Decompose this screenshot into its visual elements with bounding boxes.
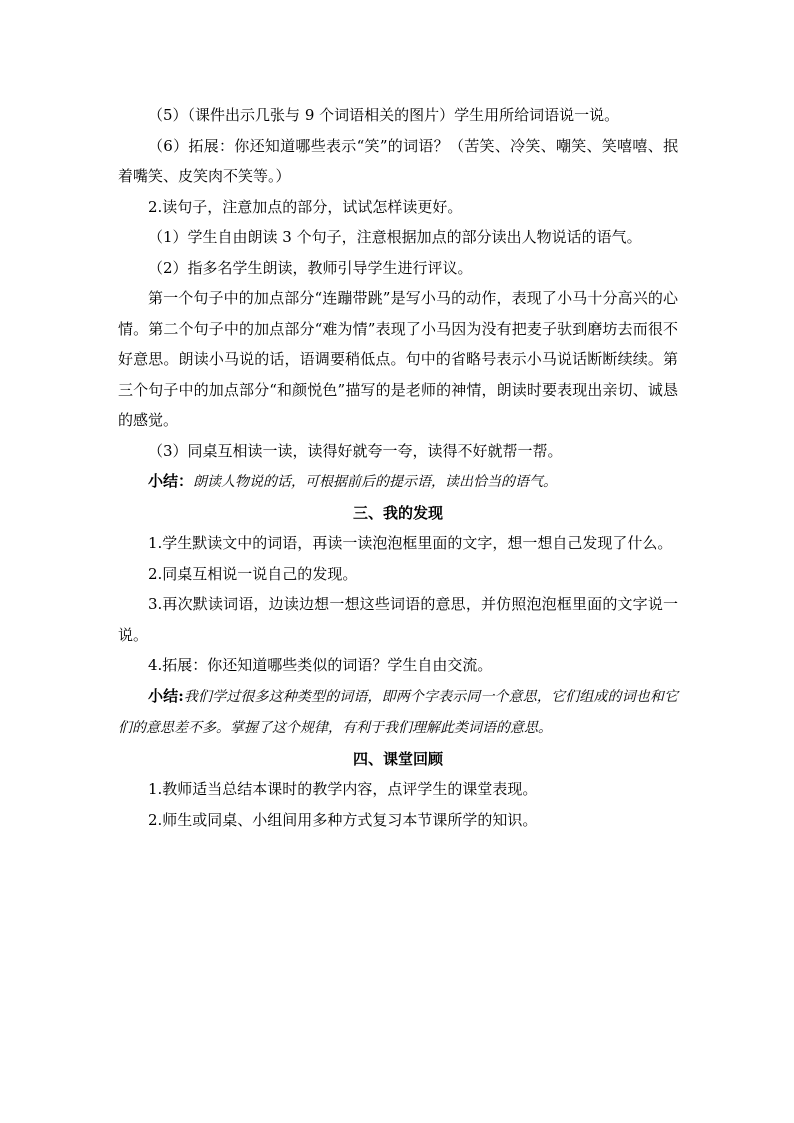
paragraph: （6）拓展：你还知道哪些表示“笑”的词语？（苦笑、冷笑、嘲笑、笑嘻嘻、抿着嘴笑、皮笑肉不笑等。）	[118, 136, 678, 185]
paragraph: 2.同桌互相说一说自己的发现。	[148, 564, 358, 583]
summary-label: 小结:	[148, 686, 184, 705]
paragraph: 2.读句子，注意加点的部分，试试怎样读更好。	[148, 197, 463, 216]
paragraph: 2.师生或同桌、小组间用多种方式复习本节课所学的知识。	[148, 810, 538, 829]
summary	[118, 466, 678, 498]
section-heading: 三、我的发现	[352, 503, 443, 522]
paragraph: （3）同桌互相读一读，读得好就夸一夸，读得不好就帮一帮。	[148, 441, 563, 460]
summary-text: 朗读人物说的话，可根据前后的提示语，读出恰当的语气。	[193, 474, 558, 490]
section-heading: 四、课堂回顾	[352, 749, 443, 768]
paragraph: （2）指多名学生朗读，教师引导学生进行评议。	[148, 258, 473, 277]
summary-label: 小结：	[148, 472, 194, 490]
paragraph: 4.拓展：你还知道哪些类似的词语？学生自由交流。	[148, 656, 493, 674]
summary-text: 我们学过很多这种类型的词语，即两个字表示同一个意思，它们组成的词也和它们的意思差不多。掌握了这个规律，有利于我们理解此类词语的意思。	[118, 688, 678, 736]
document-body	[118, 100, 678, 835]
paragraph: 3.再次默读词语，边读边想一想这些词语的意思，并仿照泡泡框里面的文字说一说。	[118, 595, 678, 644]
summary	[118, 681, 678, 744]
paragraph: 1.教师适当总结本课时的教学内容，点评学生的课堂表现。	[148, 780, 538, 798]
paragraph: （5）（课件出示几张与 9 个词语相关的图片）学生用所给词语说一说。	[148, 106, 620, 124]
paragraph: 1.学生默读文中的词语，再读一读泡泡框里面的文字，想一想自己发现了什么。	[148, 534, 673, 552]
paragraph: （1）学生自由朗读 3 个句子，注意根据加点的部分读出人物说话的语气。	[148, 228, 642, 246]
paragraph: 第一个句子中的加点部分“连蹦带跳”是写小马的动作，表现了小马十分高兴的心情。第二个句子中的加点部分“难为情”表现了小马因为没有把麦子驮到磨坊去而很不好意思。朗读小马说的话，语调要稍低点。句中的省略号表示小马说话断断续续。第三个句子中的加点部分“和颜悦色”描写的是老师的神情，朗读时要表现出亲切、诚恳的感觉。	[118, 289, 678, 429]
